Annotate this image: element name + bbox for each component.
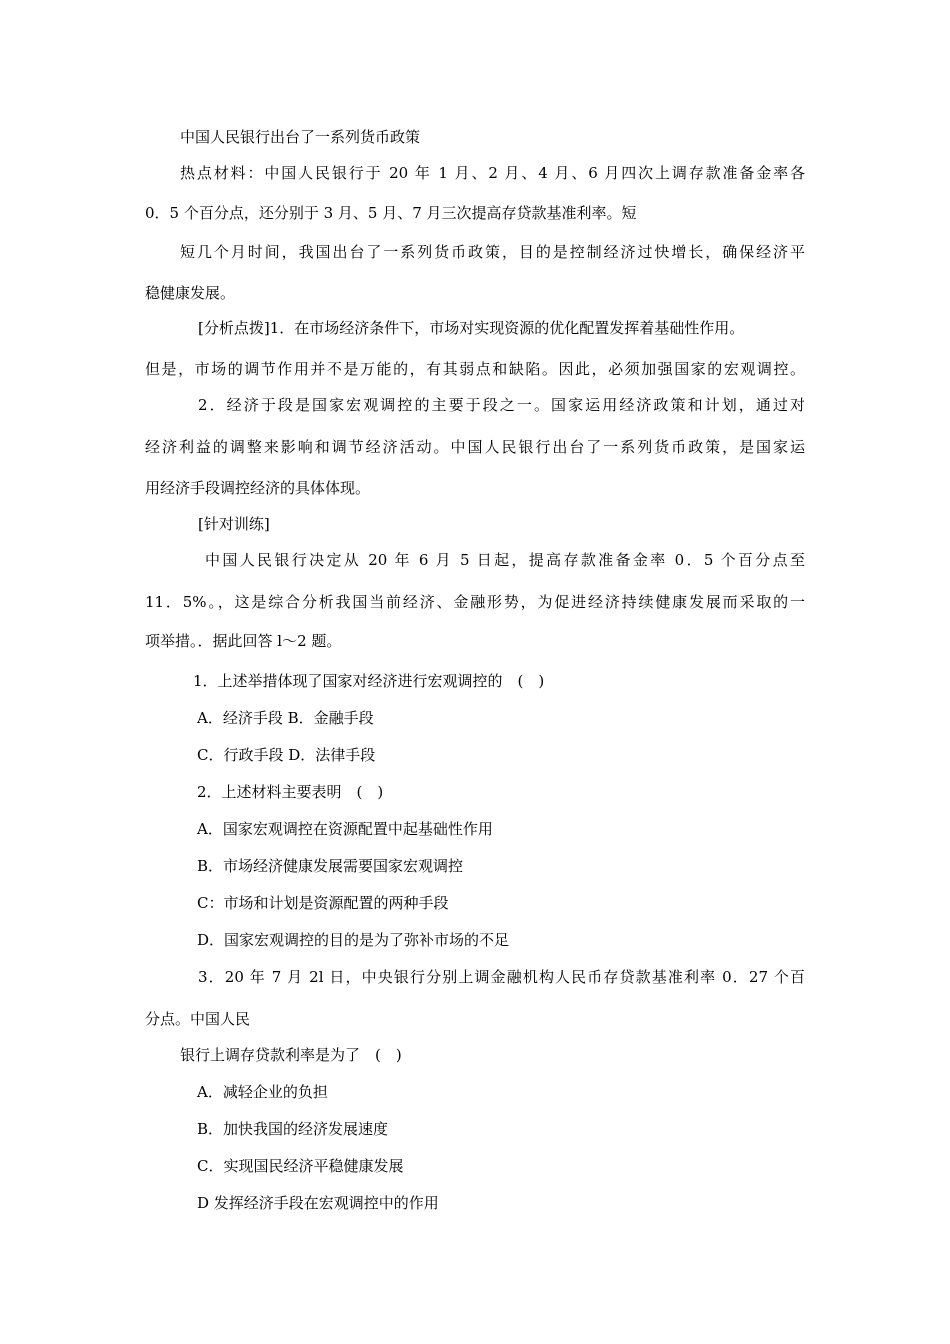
training-intro-line-1: 中国人民银行决定从 20 年 6 月 5 日起，提高存款准备金率 0．5 个百分点至	[205, 551, 805, 569]
analysis-line-2: 但是，市场的调节作用并不是万能的，有其弱点和缺陷。因此，必须加强国家的宏观调控。	[145, 360, 805, 378]
question-3-stem-line-1: 3．20 年 7 月 2l 日，中央银行分别上调金融机构人民币存贷款基准利率 0．27 个百	[198, 968, 805, 986]
material-line-1: 热点材料：中国人民银行于 20 年 1 月、2 月、4 月、6 月四次上调存款准备金率各	[180, 164, 805, 182]
material-line-4: 稳健康发展。	[145, 284, 236, 302]
training-heading: [针对训练]	[198, 515, 270, 533]
material-line-3: 短几个月时间，我国出台了一系列货币政策，目的是控制经济过快增长，确保经济平	[180, 243, 805, 261]
analysis-line-4: 经济利益的调整来影响和调节经济活动。中国人民银行出台了一系列货币政策，是国家运	[145, 438, 805, 456]
material-line-2: 0．5 个百分点，还分别于 3 月、5 月、7 月三次提高存贷款基准利率。短	[145, 204, 637, 222]
analysis-line-5: 用经济手段调控经济的具体体现。	[145, 479, 371, 497]
question-3-option-c: C．实现国民经济平稳健康发展	[197, 1157, 404, 1175]
question-3-option-d: D 发挥经济手段在宏观调控中的作用	[197, 1194, 439, 1212]
question-3-stem-line-2: 分点。中国人民	[145, 1010, 251, 1028]
question-1-option-cd: C．行政手段 D．法律手段	[197, 746, 376, 764]
doc-title: 中国人民银行出台了一系列货币政策	[180, 128, 421, 146]
question-2-stem: 2．上述材料主要表明 ( )	[197, 783, 384, 801]
question-3-option-b: B．加快我国的经济发展速度	[197, 1120, 389, 1138]
question-2-option-d: D．国家宏观调控的目的是为了弥补市场的不足	[197, 931, 510, 949]
question-3-stem-line-3: 银行上调存贷款利率是为了 ( )	[180, 1046, 402, 1064]
analysis-line-1: [分析点拨]1．在市场经济条件下，市场对实现资源的优化配置发挥着基础性作用。	[198, 319, 745, 337]
question-2-option-c: C：市场和计划是资源配置的两种手段	[197, 894, 449, 912]
question-1-stem: 1．上述举措体现了国家对经济进行宏观调控的 ( )	[193, 672, 545, 690]
analysis-line-3: 2．经济于段是国家宏观调控的主要于段之一。国家运用经济政策和计划，通过对	[198, 396, 805, 414]
question-2-option-a: A．国家宏观调控在资源配置中起基础性作用	[197, 820, 493, 838]
question-3-option-a: A．减轻企业的负担	[197, 1083, 328, 1101]
question-2-option-b: B．市场经济健康发展需要国家宏观调控	[197, 857, 464, 875]
question-1-option-ab: A．经济手段 B．金融手段	[197, 709, 374, 727]
training-intro-line-3: 项举措。．据此回答 l～2 题。	[145, 632, 342, 650]
training-intro-line-2: 11．5%。，这是综合分析我国当前经济、金融形势，为促进经济持续健康发展而采取的一	[145, 593, 805, 611]
